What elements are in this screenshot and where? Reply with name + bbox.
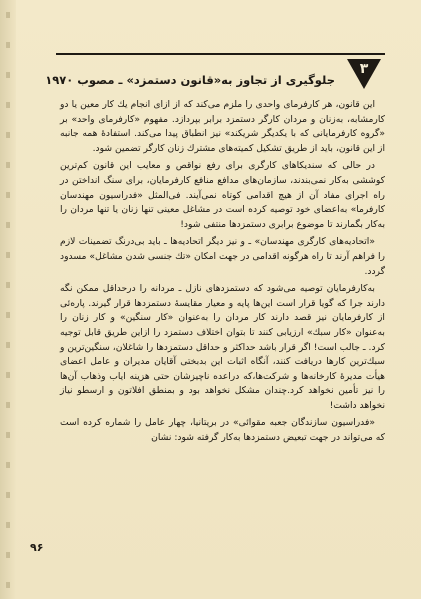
section-title: جلوگیری از تجاوز به«قانون دستمزد» ـ مصوب ۱۹۷۰ (45, 73, 335, 87)
paragraph: در حالی که سندیکاهای کارگری برای رفع نواقص و معایب این قانون کم‌ترین کوششی به‌کار نمی‌بندند، سازمان‌های مدافع منافع کارفرمایان، برای سنگ انداختن در راه اجرای مفاد آن از هیچ اقدامی کوتاه نمی‌آیند. فی‌المثل «فدراسیون مهندسان کارفرما» به‌اعضای خود توصیه کرده است در مشاغل معینی تنها زنان یا تنها مردان را به‌کار بگمارند تا موضوع برابری دستمزدها منتفی شود! (60, 160, 385, 230)
paragraph: به‌کارفرمایان توصیه می‌شود که دستمزدهای نازل ـ مردانه را درحداقل ممکن نگه دارند جرا که گویا قرار است این‌ها پایه و معیار مقایسهٔ دستمزدها قرار گیرند. پاره‌ئی از کارفرمایان نیز قصد دارند کار مردان را به‌عنوان «کار سنگین» و کار زنان را به‌عنوان «کار سبك» ارزیابی کنند تا بتوان اختلاف دستمزد را ازاین طریق قابل توجیه کرد. ـ جالب است! اگر قرار باشد حداکثر و حداقل دستمزدها را شاغلان، سنگین‌ترین و سبك‌ترین کارها دریافت کنند، آنگاه اثبات این بدبختی آقایان مدیران و عامل اعضای هیأت مدیرهٔ کارخانه‌ها و شرکت‌ها،که دراعده ناچیزشان حتی هزینه ایاب وذهاب آن‌ها را نیز تأمین نخواهد کرد.چندان مشکل نخواهد بود و بمنطق افلاتون و ارسطو نیاز نخواهد داشت! (60, 283, 385, 411)
paragraph: «اتحادیه‌های کارگری مهندسان» ـ و نیز دیگر اتحادیه‌ها ـ باید بی‌درنگ تضمینات لازم را فراهم آرند تا راه هرگونه اقدامی در جهت امکان «تك جنسی شدن مشاغل» مسدود گردد. (60, 236, 385, 277)
binding-holes (4, 0, 12, 599)
paragraph: این قانون، هر کارفرمای واحدی را ملزم می‌کند که از ازای انجام یك کار معین یا دو کارمشابه، به‌زنان و مردان کارگر دستمزد برابر بپردازد. مفهوم «کارفرمای واحد» بر «گروه کارفرمایانی که با یکدیگر شریکند» نیز انطباق پیدا می‌کند. استفادهٔ همه جانبه از این قانون، باید از طریق تشکیل کمیته‌های مشترك زنان کارگر تضمین شود. (60, 99, 385, 154)
section-number: ۳ (359, 61, 369, 77)
page-number: ۹۶ (30, 541, 44, 554)
header-rule (56, 53, 385, 55)
paragraph: «فدراسیون سازندگان جعبه مقوائی» در بریتانیا، چهار عامل را شماره کرده است که می‌تواند در جهت تبعیض دستمزدها به‌کار گرفته شود: نشان (60, 417, 385, 444)
body-text (60, 98, 385, 449)
